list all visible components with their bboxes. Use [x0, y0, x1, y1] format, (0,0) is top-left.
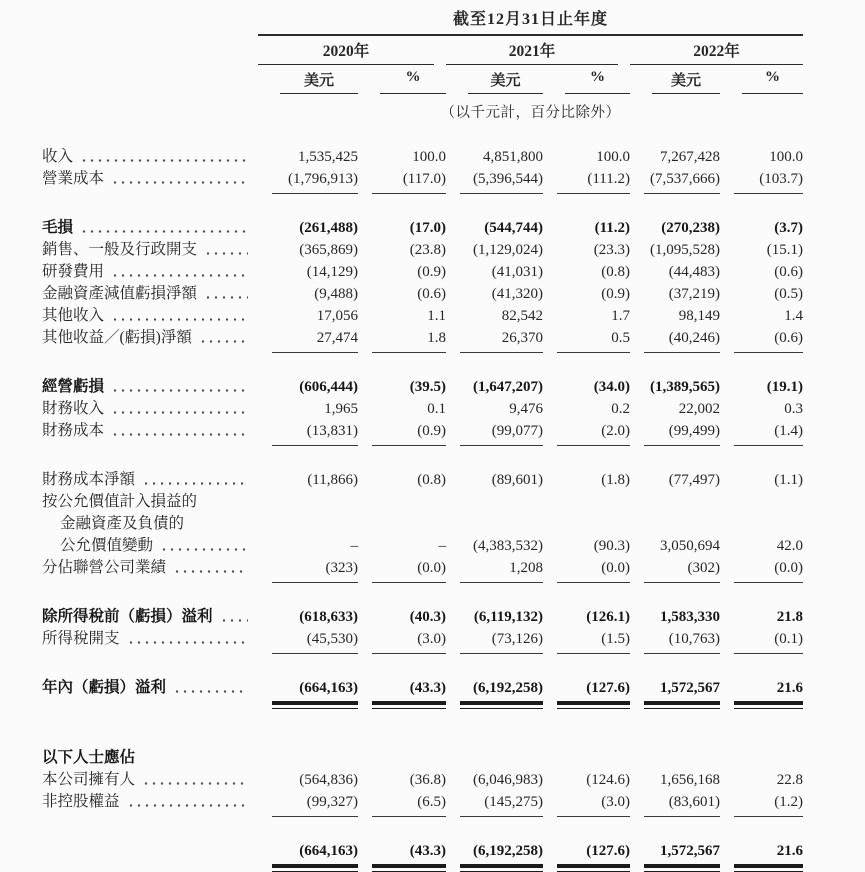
- cell-value: (3.0): [557, 791, 630, 817]
- table-row: [42, 398, 803, 420]
- table-row: [42, 327, 803, 353]
- cell-value: 0.1: [427, 401, 446, 417]
- cell-value: (40,246): [644, 327, 720, 353]
- usd-column-header-2022: 美元: [652, 69, 720, 94]
- dot-leader: [111, 387, 248, 394]
- cell-value: (23.8): [409, 242, 446, 258]
- cell-value: (41,320): [491, 286, 543, 302]
- cell-value: (14,129): [306, 264, 358, 280]
- cell-value: (0.6): [417, 286, 446, 302]
- table-row: [42, 791, 803, 817]
- table-section: [42, 469, 803, 583]
- cell-value: (103.7): [734, 168, 803, 194]
- cell-value: (0.9): [601, 286, 630, 302]
- cell-value: 1.4: [784, 308, 803, 324]
- cell-value: (6.5): [372, 791, 446, 817]
- row-label: 其他收益／(虧損)淨額: [42, 329, 192, 346]
- row-label: 所得稅開支: [42, 630, 120, 647]
- row-label: 金融資產減值虧損淨額: [42, 285, 198, 302]
- row-label: 營業成本: [42, 170, 105, 187]
- cell-value: (3.0): [372, 628, 446, 654]
- row-label: 公允價值變動: [60, 537, 154, 554]
- cell-value: 3,050,694: [660, 538, 720, 554]
- cell-value: 26,370: [460, 327, 543, 353]
- cell-value: (3.7): [774, 220, 803, 236]
- cell-value: 1,208: [460, 557, 543, 583]
- cell-value: (6,046,983): [473, 772, 543, 788]
- row-label: 非控股權益: [42, 793, 120, 810]
- dot-leader: [204, 250, 248, 257]
- cell-value: (1.1): [774, 472, 803, 488]
- cell-value: (111.2): [557, 168, 630, 194]
- table-row: [42, 283, 803, 305]
- row-label-cell: [42, 628, 258, 650]
- dot-leader: [111, 272, 248, 279]
- cell-value: 100.0: [769, 149, 803, 165]
- table-header: [258, 6, 803, 122]
- dot-leader: [142, 480, 248, 487]
- cell-value: (0.0): [372, 557, 446, 583]
- cell-value: (4,383,532): [473, 538, 543, 554]
- cell-value: 9,476: [509, 401, 543, 417]
- table-row: [42, 376, 803, 398]
- cell-value: (0.9): [417, 264, 446, 280]
- cell-value: (1.5): [557, 628, 630, 654]
- row-label-cell: [42, 168, 258, 190]
- table-row: [42, 747, 803, 769]
- cell-value: 17,056: [316, 308, 358, 324]
- pct-column-header-2021: %: [565, 69, 630, 94]
- table-row: [42, 146, 803, 168]
- row-label: 金融資產及負債的: [60, 515, 185, 532]
- cell-value: 0.3: [784, 401, 803, 417]
- cell-value: (89,601): [491, 472, 543, 488]
- cell-value: (145,275): [460, 791, 543, 817]
- cell-value: (6,192,258): [460, 677, 543, 709]
- table-row: [42, 628, 803, 654]
- row-label-cell: [42, 677, 258, 699]
- table-section: [42, 677, 803, 709]
- cell-value: (0.0): [734, 557, 803, 583]
- row-label: 財務成本淨額: [42, 471, 136, 488]
- cell-value: (83,601): [644, 791, 720, 817]
- dot-leader: [127, 802, 248, 809]
- cell-value: (40.3): [409, 609, 446, 625]
- cell-value: (0.8): [601, 264, 630, 280]
- row-label-cell: [42, 469, 258, 491]
- cell-value: (36.8): [409, 772, 446, 788]
- cell-value: (13,831): [272, 420, 358, 446]
- cell-value: (34.0): [593, 379, 630, 395]
- cell-value: (6,192,258): [460, 840, 543, 872]
- dot-leader: [173, 568, 248, 575]
- cell-value: 1,583,330: [660, 609, 720, 625]
- table-section: [42, 840, 803, 872]
- cell-value: –: [350, 538, 358, 554]
- cell-value: (7,537,666): [644, 168, 720, 194]
- cell-value: (606,444): [299, 379, 358, 395]
- row-label-cell: [42, 146, 258, 168]
- cell-value: (1.8): [601, 472, 630, 488]
- cell-value: 27,474: [272, 327, 358, 353]
- cell-value: (41,031): [491, 264, 543, 280]
- cell-value: (1,129,024): [473, 242, 543, 258]
- cell-value: 22,002: [678, 401, 720, 417]
- usd-column-header-2021: 美元: [468, 69, 543, 94]
- row-label-cell: [42, 327, 258, 349]
- row-label-cell: [42, 769, 258, 791]
- cell-value: (11.2): [594, 220, 630, 236]
- cell-value: (664,163): [272, 677, 358, 709]
- cell-value: 21.6: [734, 840, 803, 872]
- pct-column-header-2020: %: [380, 69, 446, 94]
- cell-value: (124.6): [586, 772, 630, 788]
- row-label: 銷售、一般及行政開支: [42, 241, 198, 258]
- dot-leader: [111, 409, 248, 416]
- row-label-cell: [42, 513, 258, 535]
- row-label-cell: [42, 261, 258, 283]
- cell-value: 0.2: [611, 401, 630, 417]
- cell-value: 1,656,168: [660, 772, 720, 788]
- cell-value: 1,572,567: [644, 677, 720, 709]
- row-label-cell: [42, 606, 258, 628]
- cell-value: 21.6: [734, 677, 803, 709]
- dot-leader: [142, 780, 248, 787]
- year-2021-header: 2021年: [446, 39, 618, 65]
- cell-value: (43.3): [372, 840, 446, 872]
- table-row: [42, 168, 803, 194]
- row-label-cell: [42, 398, 258, 420]
- cell-value: 21.8: [776, 609, 803, 625]
- table-section: [42, 146, 803, 194]
- cell-value: (10,763): [644, 628, 720, 654]
- cell-value: 1.1: [427, 308, 446, 324]
- cell-value: 1,535,425: [298, 149, 358, 165]
- row-label: 財務收入: [42, 400, 105, 417]
- cell-value: (17.0): [409, 220, 446, 236]
- cell-value: (77,497): [668, 472, 720, 488]
- table-section: [42, 747, 803, 817]
- table-row: [42, 557, 803, 583]
- cell-value: (302): [644, 557, 720, 583]
- cell-value: 98,149: [678, 308, 720, 324]
- cell-value: (43.3): [372, 677, 446, 709]
- row-label: 經營虧損: [42, 378, 105, 395]
- cell-value: (126.1): [586, 609, 630, 625]
- cell-value: 22.8: [776, 772, 803, 788]
- row-label-cell: [42, 217, 258, 239]
- cell-value: 100.0: [412, 149, 446, 165]
- table-section: [42, 606, 803, 654]
- row-label: 以下人士應佔: [42, 749, 136, 766]
- cell-value: (0.8): [417, 472, 446, 488]
- cell-value: 1.7: [611, 308, 630, 324]
- usd-column-header-2020: 美元: [280, 69, 358, 94]
- cell-value: (618,633): [299, 609, 358, 625]
- table-row: [42, 535, 803, 557]
- row-label-cell: [42, 239, 258, 261]
- table-row: [42, 420, 803, 446]
- table-row: [42, 239, 803, 261]
- table-body: [42, 146, 803, 872]
- row-label-cell: [42, 557, 258, 579]
- dot-leader: [80, 157, 248, 164]
- cell-value: (11,866): [307, 472, 358, 488]
- dot-leader: [111, 431, 248, 438]
- cell-value: 100.0: [596, 149, 630, 165]
- row-label: 按公允價值計入損益的: [42, 493, 198, 510]
- cell-value: 7,267,428: [660, 149, 720, 165]
- row-label-cell: [42, 747, 258, 769]
- year-2020-header: 2020年: [258, 39, 434, 65]
- row-label: 財務成本: [42, 422, 105, 439]
- cell-value: (127.6): [557, 840, 630, 872]
- table-row: [42, 491, 803, 513]
- year-header-row: [258, 39, 803, 65]
- cell-value: (9,488): [314, 286, 358, 302]
- period-title: 截至12月31日止年度: [258, 6, 803, 36]
- pct-column-header-2022: %: [742, 69, 803, 94]
- dot-leader: [220, 617, 248, 624]
- cell-value: (365,869): [299, 242, 358, 258]
- cell-value: (0.0): [557, 557, 630, 583]
- cell-value: (261,488): [299, 220, 358, 236]
- row-label-cell: [42, 283, 258, 305]
- cell-value: (0.1): [734, 628, 803, 654]
- cell-value: (6,119,132): [473, 609, 543, 625]
- row-label: 毛損: [42, 219, 74, 236]
- table-row: [42, 217, 803, 239]
- cell-value: (0.6): [734, 327, 803, 353]
- cell-value: 0.5: [557, 327, 630, 353]
- table-row: [42, 469, 803, 491]
- dot-leader: [160, 546, 248, 553]
- cell-value: (323): [272, 557, 358, 583]
- cell-value: (15.1): [766, 242, 803, 258]
- cell-value: –: [438, 538, 446, 554]
- table-row: [42, 769, 803, 791]
- row-label-cell: [42, 376, 258, 398]
- cell-value: (99,499): [644, 420, 720, 446]
- cell-value: (1,389,565): [650, 379, 720, 395]
- cell-value: (1,647,207): [473, 379, 543, 395]
- cell-value: 4,851,800: [483, 149, 543, 165]
- cell-value: (1.4): [734, 420, 803, 446]
- cell-value: 1.8: [372, 327, 446, 353]
- cell-value: (37,219): [668, 286, 720, 302]
- row-label-cell: [42, 420, 258, 442]
- table-row: [42, 513, 803, 535]
- cell-value: (19.1): [766, 379, 803, 395]
- row-label-cell: [42, 491, 258, 513]
- dot-leader: [80, 228, 248, 235]
- cell-value: (73,126): [460, 628, 543, 654]
- cell-value: (127.6): [557, 677, 630, 709]
- subcolumn-header-row: [258, 69, 803, 94]
- dot-leader: [199, 338, 248, 345]
- table-section: [42, 376, 803, 446]
- cell-value: (90.3): [593, 538, 630, 554]
- table-row: [42, 677, 803, 709]
- table-row: [42, 606, 803, 628]
- cell-value: (1.2): [734, 791, 803, 817]
- row-label: 除所得稅前（虧損）溢利: [42, 608, 213, 625]
- dot-leader: [111, 316, 248, 323]
- cell-value: (45,530): [272, 628, 358, 654]
- cell-value: (0.5): [774, 286, 803, 302]
- cell-value: (39.5): [409, 379, 446, 395]
- row-label: 年內（虧損）溢利: [42, 679, 167, 696]
- cell-value: (1,796,913): [272, 168, 358, 194]
- dot-leader: [111, 179, 248, 186]
- table-row: [42, 305, 803, 327]
- cell-value: 82,542: [501, 308, 543, 324]
- year-2022-header: 2022年: [630, 39, 803, 65]
- cell-value: 1,965: [324, 401, 358, 417]
- cell-value: (117.0): [372, 168, 446, 194]
- cell-value: (0.6): [774, 264, 803, 280]
- cell-value: (664,163): [272, 840, 358, 872]
- dot-leader: [173, 688, 248, 695]
- row-label: 收入: [42, 148, 74, 165]
- dot-leader: [127, 639, 248, 646]
- table-row: [42, 261, 803, 283]
- cell-value: (2.0): [557, 420, 630, 446]
- row-label: 研發費用: [42, 263, 105, 280]
- units-note: （以千元計，百分比除外）: [440, 105, 621, 121]
- cell-value: (44,483): [668, 264, 720, 280]
- cell-value: (564,836): [299, 772, 358, 788]
- cell-value: (5,396,544): [460, 168, 543, 194]
- cell-value: (23.3): [593, 242, 630, 258]
- row-label: 本公司擁有人: [42, 771, 136, 788]
- cell-value: (1,095,528): [650, 242, 720, 258]
- cell-value: (0.9): [372, 420, 446, 446]
- cell-value: (99,327): [272, 791, 358, 817]
- cell-value: 42.0: [776, 538, 803, 554]
- table-row: [42, 840, 803, 872]
- dot-leader: [204, 294, 248, 301]
- table-section: [42, 217, 803, 353]
- row-label-cell: [42, 791, 258, 813]
- row-label: 分佔聯營公司業績: [42, 559, 167, 576]
- cell-value: (99,077): [460, 420, 543, 446]
- cell-value: 1,572,567: [644, 840, 720, 872]
- cell-value: (270,238): [661, 220, 720, 236]
- cell-value: (544,744): [484, 220, 543, 236]
- row-label-cell: [42, 305, 258, 327]
- row-label: 其他收入: [42, 307, 105, 324]
- row-label-cell: [42, 535, 258, 557]
